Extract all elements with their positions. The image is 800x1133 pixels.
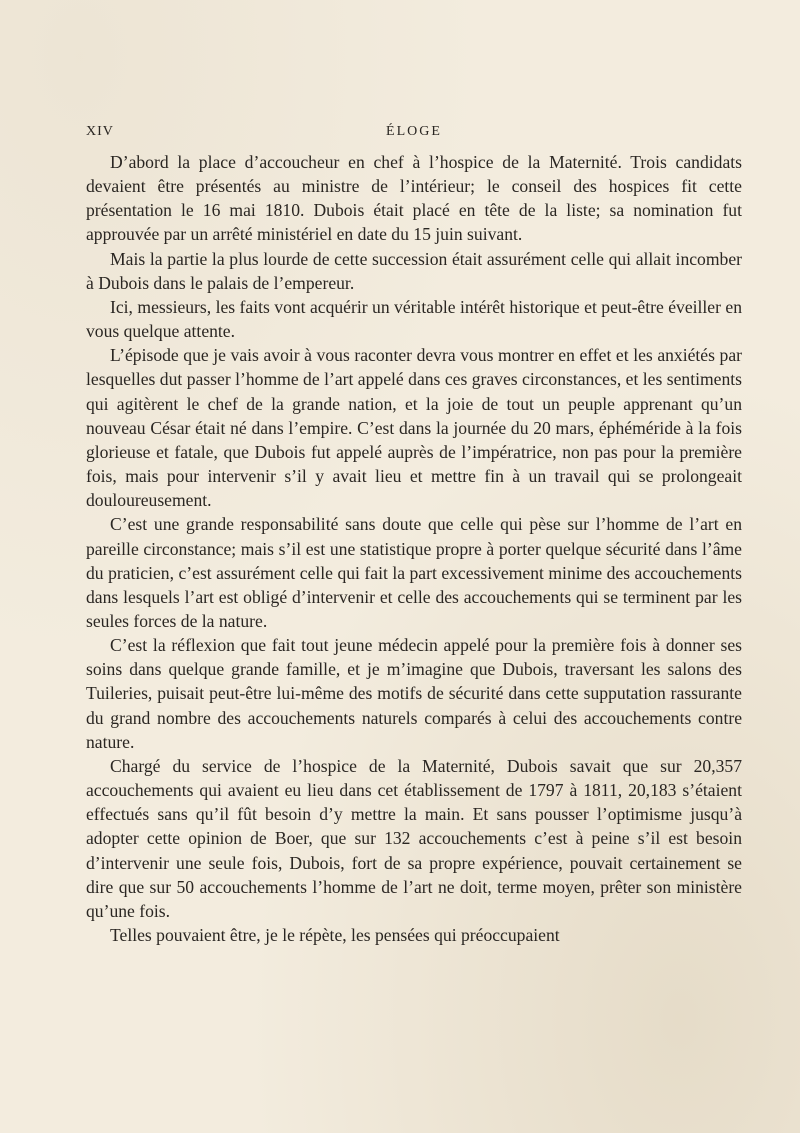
paragraph: L’épisode que je vais avoir à vous raconter devra vous montrer en effet et les anxiétés par lesquelles dut passer l’homme de l’art appelé dans ces graves circonstances, et les sentiments qui agitèrent le chef de la grande nation, et la joie de tout un peuple apprenant qu’un nouveau César était né dans l’empire. C’est dans la journée du 20 mars, éphéméride à la fois glorieuse et fatale, que Dubois fut appelé auprès de l’impératrice, non pas pour la première fois, mais pour intervenir s’il y avait lieu et mettre fin à un travail qui se prolongeait douloureusement.: [86, 345, 742, 511]
paragraph: C’est une grande responsabilité sans doute que celle qui pèse sur l’homme de l’art en pareille circonstance; mais s’il est une statistique propre à porter quelque sécurité dans l’âme du praticien, c’est assurément celle qui fait la part excessivement minime des accouchements dans lesquels l’art est obligé d’intervenir et celle des accouchements qui se terminent par les seules forces de la nature.: [86, 514, 742, 631]
paragraph: C’est la réflexion que fait tout jeune médecin appelé pour la première fois à donner ses soins dans quelque grande famille, et je m’imagine que Dubois, traversant les salons des Tuileries, puisait peut-être lui-même des motifs de sécurité dans cette supputation rassurante du grand nombre des accouchements naturels comparés à celui des accouchements contre nature.: [86, 635, 742, 752]
running-title: ÉLOGE: [386, 124, 442, 139]
page-number: XIV: [86, 124, 114, 139]
paragraph: Telles pouvaient être, je le répète, les pensées qui préoccupaient: [110, 925, 560, 945]
paragraph: Ici, messieurs, les faits vont acquérir un véritable intérêt historique et peut-être éveiller en vous quelque attente.: [86, 296, 742, 342]
paragraph: D’abord la place d’accoucheur en chef à l’hospice de la Maternité. Trois candidats devaient être présentés au ministre de l’intérieur; le conseil des hospices fit cette présentation le 16 mai 1810. Dubois était placé en tête de la liste; sa nomination fut approuvée par un arrêté ministériel en date du 15 juin suivant.: [86, 152, 742, 245]
page-header: [86, 124, 742, 144]
paragraph: Mais la partie la plus lourde de cette succession était assurément celle qui allait incomber à Dubois dans le palais de l’empereur.: [86, 248, 742, 293]
body-text: [86, 150, 742, 947]
paragraph: Chargé du service de l’hospice de la Maternité, Dubois savait que sur 20,357 accouchements qui avaient eu lieu dans cet établissement de 1797 à 1811, 20,183 s’étaient effectués sans qu’il fût besoin d’y mettre la main. Et sans pousser l’optimisme jusqu’à adopter cette opinion de Boer, que sur 132 accouchements c’est à peine s’il est besoin d’intervenir une seule fois, Dubois, fort de sa propre expérience, pouvait certainement se dire que sur 50 accouchements l’homme de l’art ne doit, terme moyen, prêter son ministère qu’une fois.: [86, 755, 742, 921]
